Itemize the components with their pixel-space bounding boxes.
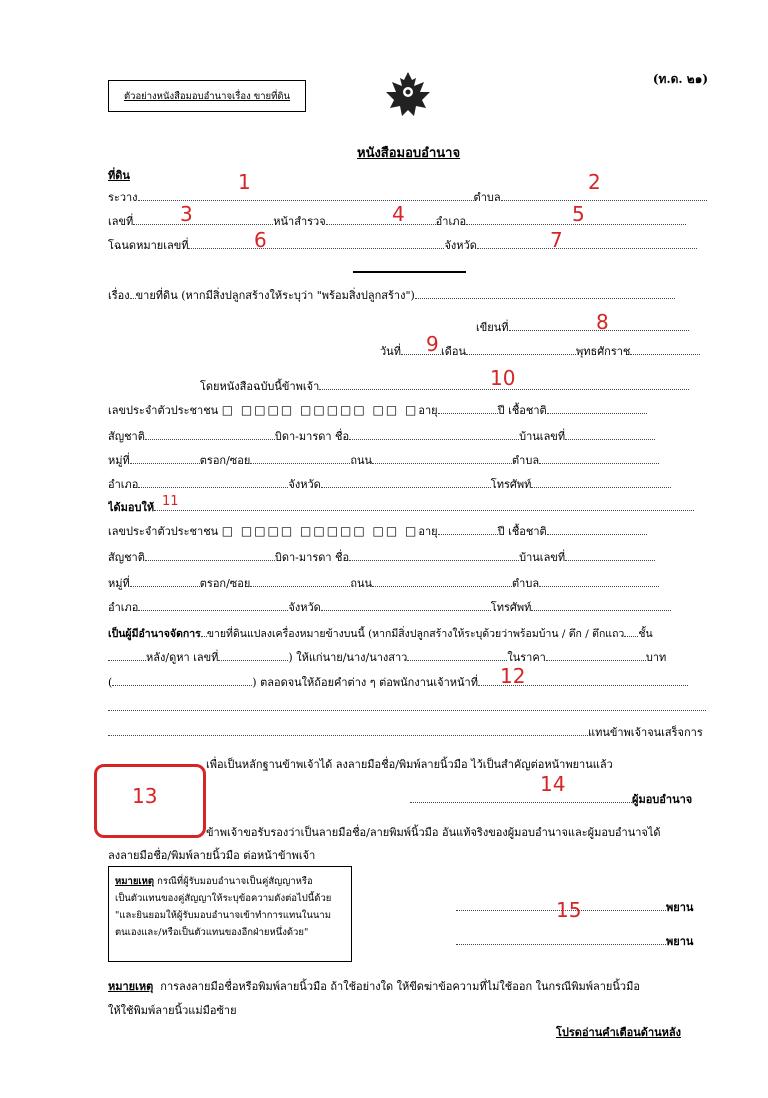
label-age: อายุ <box>418 404 438 417</box>
footer-note-text-1: การลงลายมือชื่อหรือพิมพ์ลายนิ้วมือ ถ้าใช้อย่างใด ให้ขีดฆ่าข้อความที่ไม่ใช้ออก ในกรณีพิมพ์ลายนิ้วมือ <box>160 980 640 993</box>
label-baht: บาท <box>645 651 667 664</box>
label-phone-2: โทรศัพท์ <box>490 601 532 614</box>
subject-value: ขายที่ดิน (หากมีสิ่งปลูกสร้างให้ระบุว่า "พร้อมสิ่งปลูกสร้าง") <box>135 289 415 302</box>
row-grantee <box>108 498 708 516</box>
row-chanote <box>108 236 708 254</box>
label-tambon-3: ตำบล <box>512 577 540 590</box>
garuda-emblem-icon <box>380 68 436 124</box>
label-amphoe-2: อำเภอ <box>108 478 139 491</box>
label-nationality-2: สัญชาติ <box>108 551 145 564</box>
row-witness-2 <box>456 932 693 950</box>
auth-text-1: ขายที่ดินแปลงเครื่องหมายข้างบนนี้ (หากมีสิ่งปลูกสร้างให้ระบุด้วยว่าพร้อมบ้าน / ตึก / ตึกแถว <box>206 628 625 640</box>
label-month: เดือน <box>440 345 466 358</box>
marker-2: 2 <box>588 170 601 194</box>
row-auth-4 <box>108 698 708 716</box>
label-written-at: เขียนที่ <box>476 321 509 334</box>
label-by-letter: โดยหนังสือฉบับนี้ข้าพเจ้า <box>200 380 320 393</box>
row-grantor-address <box>108 451 708 469</box>
note-line-2: เป็นตัวแทนของคู่สัญญาให้ระบุข้อความดังต่อไปนี้ด้วย <box>115 893 332 904</box>
marker-8: 8 <box>596 310 609 334</box>
row-authorized <box>108 624 708 642</box>
marker-3: 3 <box>180 202 193 226</box>
row-grantee-address <box>108 574 708 592</box>
row-grantor-id <box>108 401 708 419</box>
marker-5: 5 <box>572 202 585 226</box>
label-nationality: สัญชาติ <box>108 430 145 443</box>
label-changwat-3: จังหวัด <box>288 601 321 614</box>
auth-text-2: หลัง/ดูหา เลขที่ <box>146 651 219 664</box>
label-house-no-2: บ้านเลขที่ <box>519 551 566 564</box>
row-rawang <box>108 188 708 206</box>
sample-label-box <box>108 80 306 112</box>
label-amphoe-3: อำเภอ <box>108 601 139 614</box>
footer-note-line-2: ให้ใช้พิมพ์ลายนิ้วแม่มือซ้าย <box>108 1004 237 1017</box>
row-auth-5 <box>108 723 708 741</box>
row-auth-2 <box>108 648 708 666</box>
read-back-notice: โปรดอ่านคำเตือนด้านหลัง <box>556 1026 682 1039</box>
marker-11: 11 <box>162 494 179 509</box>
row-grantee-id <box>108 522 708 540</box>
label-moo: หมู่ที่ <box>108 454 130 467</box>
label-witness-1: พยาน <box>666 901 694 914</box>
label-amphoe: อำเภอ <box>435 215 467 228</box>
label-changwat-2: จังหวัด <box>288 478 321 491</box>
evidence-text: เพื่อเป็นหลักฐานข้าพเจ้าได้ ลงลายมือชื่อ/พิมพ์ลายนิ้วมือ ไว้เป็นสำคัญต่อหน้าพยานแล้ว <box>206 758 613 771</box>
label-subject: เรื่อง <box>108 289 130 302</box>
label-chanote: โฉนดหมายเลขที่ <box>108 239 189 252</box>
row-grantor-province <box>108 475 708 493</box>
label-witness-2: พยาน <box>666 935 694 948</box>
marker-9: 9 <box>426 332 439 356</box>
note-line-3: "และยินยอมให้ผู้รับมอบอำนาจเข้าทำการแทนในนาม <box>115 910 332 921</box>
auth-text-3: ) ตลอดจนให้ถ้อยคำต่าง ๆ ต่อพนักงานเจ้าหน้าที่ <box>252 676 478 689</box>
row-grantor-parents <box>108 427 708 445</box>
sample-label: ตัวอย่างหนังสือมอบอำนาจเรื่อง ขายที่ดิน <box>123 90 291 102</box>
certify-line-1: ข้าพเจ้าขอรับรองว่าเป็นลายมือชื่อ/ลายพิมพ์นิ้วมือ อันแท้จริงของผู้มอบอำนาจและผู้มอบอำนาจได้ <box>206 826 661 839</box>
marker-13: 13 <box>132 784 158 808</box>
note-line-1: กรณีที่ผู้รับมอบอำนาจเป็นคู่สัญญาหรือ <box>157 876 313 887</box>
form-code: (ท.ด. ๒๑) <box>652 72 708 86</box>
note-title: หมายเหตุ <box>115 876 155 887</box>
row-grantee-parents <box>108 548 708 566</box>
label-year-unit: ปี <box>497 404 505 417</box>
label-parents-2: บิดา-มารดา ชื่อ <box>274 551 350 564</box>
marker-7: 7 <box>550 228 563 252</box>
marker-15: 15 <box>556 898 582 922</box>
label-road-2: ถนน <box>350 577 373 590</box>
marker-6: 6 <box>254 228 267 252</box>
note-box <box>108 866 352 962</box>
label-id-card: เลขประจำตัวประชาชน <box>108 404 219 417</box>
label-house-no: บ้านเลขที่ <box>519 430 566 443</box>
footer-note-title: หมายเหตุ <box>108 980 154 993</box>
label-changwat: จังหวัด <box>444 239 477 252</box>
label-tambon-2: ตำบล <box>512 454 540 467</box>
row-written-at <box>476 318 689 336</box>
label-ethnicity: เชื้อชาติ <box>508 404 547 417</box>
footer-note-line-1 <box>108 977 640 995</box>
row-lek-thi <box>108 212 708 230</box>
label-age-2: อายุ <box>418 525 438 538</box>
label-ethnicity-2: เชื้อชาติ <box>508 525 547 538</box>
label-year-unit-2: ปี <box>497 525 505 538</box>
label-grantee: ได้มอบให้ <box>108 501 155 514</box>
label-rawang: ระวาง <box>108 191 138 204</box>
certify-line-2: ลงลายมือชื่อ/พิมพ์ลายนิ้วมือ ต่อหน้าข้าพเจ้า <box>108 849 316 862</box>
auth-text-2b: ) ให้แก่นาย/นาง/นางสาว <box>288 651 408 664</box>
label-parents: บิดา-มารดา ชื่อ <box>274 430 350 443</box>
label-moo-2: หมู่ที่ <box>108 577 130 590</box>
marker-4: 4 <box>392 202 405 226</box>
label-until-done: แทนข้าพเจ้าจนเสร็จการ <box>588 726 703 739</box>
marker-12: 12 <box>500 664 526 688</box>
label-road: ถนน <box>350 454 373 467</box>
label-soi-2: ตรอก/ซอย <box>199 577 251 590</box>
marker-10: 10 <box>490 366 516 390</box>
label-id-card-2: เลขประจำตัวประชาชน <box>108 525 219 538</box>
row-by-letter <box>200 377 689 395</box>
label-floor: ชั้น <box>638 628 653 640</box>
row-auth-3: ( ) ตลอดจนให้ถ้อยคำต่าง ๆ ต่อพนักงานเจ้าหน้าที่ <box>108 673 708 691</box>
id-card-boxes: □ □□□□ □□□□□ □□ □ <box>221 403 419 417</box>
row-grantee-province <box>108 598 708 616</box>
label-na-samruat: หน้าสำรวจ <box>273 215 326 228</box>
label-authorized: เป็นผู้มีอำนาจจัดการ <box>108 628 201 640</box>
land-section-heading: ที่ดิน <box>108 169 130 182</box>
label-soi: ตรอก/ซอย <box>199 454 251 467</box>
marker-14: 14 <box>540 772 566 796</box>
marker-1: 1 <box>238 170 251 194</box>
label-year: พุทธศักราช <box>575 345 631 358</box>
document-title: หนังสือมอบอำนาจ <box>357 146 461 161</box>
label-price: ในราคา <box>507 651 546 664</box>
id-card-boxes-2: □ □□□□ □□□□□ □□ □ <box>221 524 419 538</box>
row-subject <box>108 286 708 304</box>
label-date: วันที่ <box>380 345 401 358</box>
label-tambon: ตำบล <box>473 191 501 204</box>
label-lek-thi: เลขที่ <box>108 215 134 228</box>
label-grantor: ผู้มอบอำนาจ <box>632 793 693 806</box>
divider-rule <box>353 271 466 273</box>
note-line-4: ตนเองและ/หรือเป็นตัวแทนของอีกฝ่ายหนึ่งด้วย" <box>115 927 309 938</box>
label-phone: โทรศัพท์ <box>490 478 532 491</box>
